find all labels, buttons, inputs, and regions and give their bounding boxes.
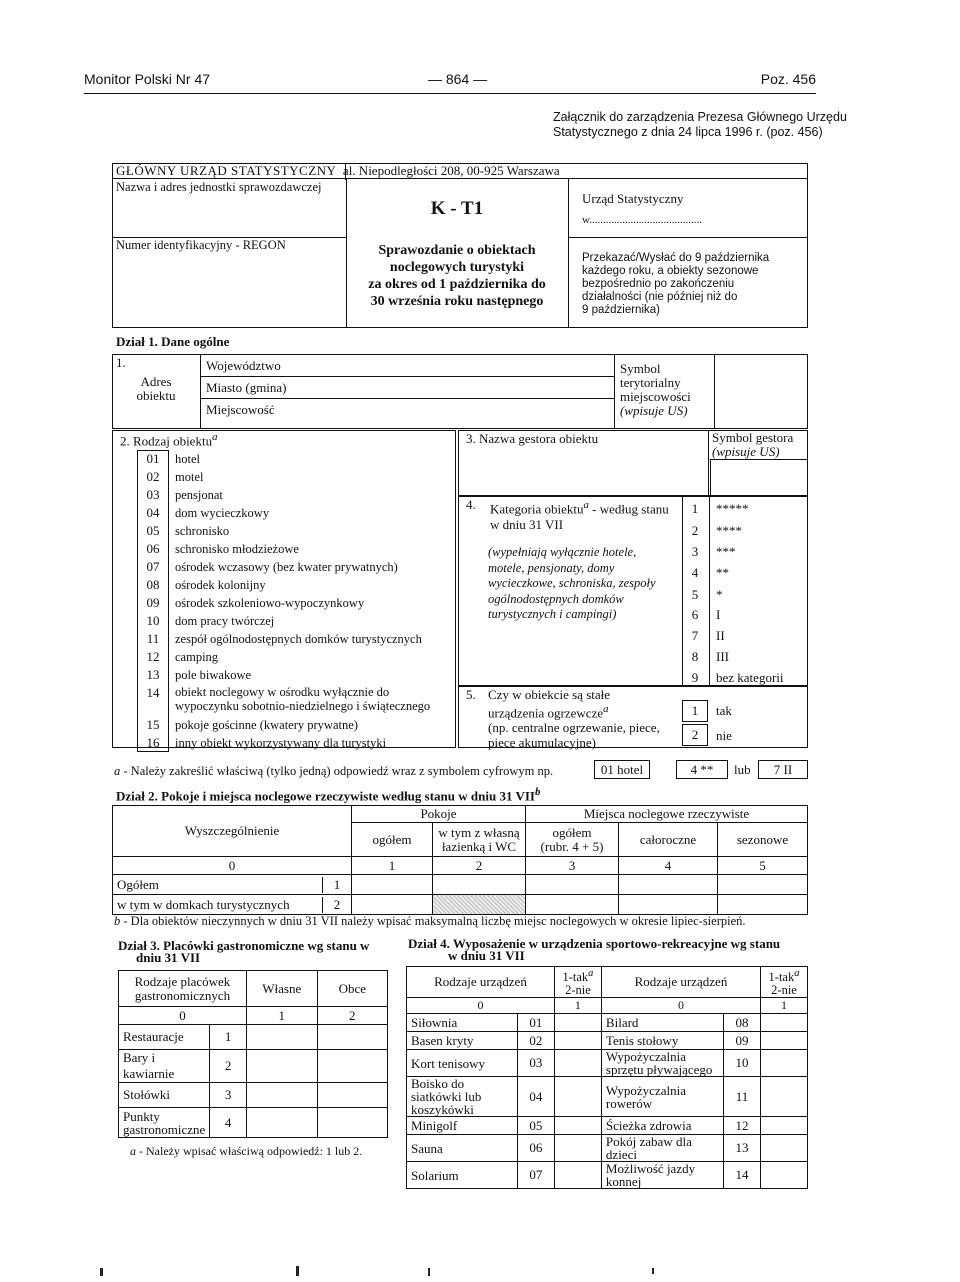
note-b: b - Dla obiektów nieczynnych w dniu 31 VII należy wpisać maksymalną liczbę miejsc noclegowych w okresie lipiec-sierpień. [114,914,746,928]
col-yesno-right: 1-tak$^a$ 2-nie [761,967,808,998]
scan-mark [296,1266,299,1276]
scan-mark [428,1268,430,1276]
object-type-name: ośrodek kolonijny [175,578,266,592]
header-rule [84,93,816,94]
section-5-number: 5. [466,687,476,702]
heating-question: Czy w obiekcie są stałe urządzenia ogrzewcze$^a$ (np. centralne ogrzewanie, piece, piece akumulacyjne) [488,687,660,751]
category-code[interactable]: 1 [691,501,699,516]
object-type-name: dom wycieczkowy [175,506,270,520]
heating-no-label: nie [716,728,732,743]
category-code[interactable]: 9 [691,670,699,685]
column-numbers: 0 1 2 [119,1007,388,1025]
divider [200,398,614,399]
form-title: Sprawozdanie o obiektach noclegowych turystyki za okres od 1 października do 30 września roku następnego [368,243,546,309]
form-code: K - T1 [430,198,484,219]
category-code[interactable]: 3 [691,544,699,559]
object-type-item[interactable] [137,450,449,468]
territorial-symbol-label: Symbol terytorialny miejscowości (wpisuje US) [620,361,691,418]
category-code-frame [682,497,710,685]
office-address: al. Niepodległości 208, 00-925 Warszawa [342,163,560,178]
object-type-item[interactable] [137,684,449,716]
table-row [113,895,808,915]
object-type-code: 04 [137,504,169,522]
cell[interactable] [433,875,526,895]
equipment-number: 05 [517,1117,554,1135]
column-numbers: 0 1 0 1 [407,998,808,1014]
cell[interactable] [554,1162,601,1189]
divider [568,178,569,328]
cell[interactable] [718,875,808,895]
divider [714,354,715,429]
cell[interactable] [554,1014,601,1032]
section-1-number: 1. [116,355,126,370]
category-name: * [716,587,723,602]
category-code[interactable]: 4 [691,565,699,580]
row-label: Ogółem 1 [113,875,352,895]
object-type-name: motel [175,470,204,484]
equipment-label: Siłownia [407,1014,518,1032]
object-type-item[interactable] [137,612,449,630]
rooms-table [112,805,808,915]
table-row: Punkty gastronomiczne 4 [119,1108,388,1138]
equipment-label: Minigolf [407,1117,518,1135]
object-type-name: camping [175,650,219,664]
object-type-code-frame [137,450,169,752]
equipment-number: 07 [517,1162,554,1189]
object-type-item[interactable] [137,540,449,558]
group-rooms: Pokoje [352,806,526,823]
object-type-code: 08 [137,576,169,594]
equipment-label: Ścieżka zdrowia [601,1117,723,1135]
heating-yes-code[interactable]: 1 [682,700,708,722]
cell[interactable] [246,1025,317,1050]
table-row [407,1014,808,1032]
cell[interactable] [619,875,718,895]
cell[interactable] [554,1050,601,1077]
object-type-name: hotel [175,452,200,466]
table-row [407,1135,808,1162]
col-rooms-total: ogółem [352,823,433,857]
object-type-name: ośrodek wczasowy (bez kwater prywatnych) [175,560,398,574]
col-equip-right: Rodzaje urządzeń [601,967,760,998]
category-name: III [716,649,729,664]
equipment-number: 03 [517,1050,554,1077]
object-type-name: pole biwakowe [175,668,252,682]
equipment-number: 04 [517,1077,554,1117]
locality-field[interactable]: Miejscowość [206,402,275,417]
category-name: ***** [716,501,749,516]
object-type-code: 05 [137,522,169,540]
object-type-item[interactable] [137,522,449,540]
object-type-code: 15 [137,716,169,734]
object-type-code: 03 [137,486,169,504]
row-label: w tym w domkach turystycznych 2 [113,895,352,915]
scan-mark [100,1268,103,1276]
equipment-label: Wypożyczalnia sprzętu pływającego [601,1050,723,1077]
col-foreign: Obce [317,971,387,1007]
equipment-number: 09 [724,1032,761,1050]
table-row [407,1077,808,1117]
equipment-label: Kort tenisowy [407,1050,518,1077]
object-type-item[interactable] [137,576,449,594]
equipment-number: 13 [724,1135,761,1162]
object-type-code: 06 [137,540,169,558]
operator-symbol-label: Symbol gestora (wpisuje US) [712,430,794,459]
category-name: ** [716,565,729,580]
example-or: lub [734,762,751,777]
attachment-note [553,110,847,140]
object-type-item[interactable] [137,666,449,684]
unit-name-label: Nazwa i adres jednostki sprawozdawczej [116,180,322,194]
table-row: Bary i kawiarnie 2 [119,1050,388,1083]
object-type-name: zespół ogólnodostępnych domków turystycznych [175,632,422,646]
cell[interactable] [761,1077,808,1117]
col-beds-total: ogółem (rubr. 4 + 5) [526,823,619,857]
equipment-label: Bilard [601,1014,723,1032]
table-row [407,1117,808,1135]
object-type-code: 02 [137,468,169,486]
equipment-label: Sauna [407,1135,518,1162]
deadline-note: Przekazać/Wysłać do 9 października każdego roku, a obiekty sezonowe bezpośrednio po zakończeniu działalności (nie później niż do 9 października) [582,252,770,316]
object-type-item[interactable] [137,558,449,576]
object-type-title: 2. Rodzaj obiektu$^a$ [120,431,218,449]
object-type-code: 13 [137,666,169,684]
equipment-label: Wypożyczalnia rowerów [601,1077,723,1117]
heating-yes-label: tak [716,703,732,718]
cell[interactable] [761,1117,808,1135]
divider [200,376,614,377]
cell[interactable] [761,1162,808,1189]
object-type-item[interactable] [137,468,449,486]
object-type-code: 16 [137,734,169,752]
operator-label: 3. Nazwa gestora obiektu [466,431,599,446]
category-code[interactable]: 7 [691,628,699,643]
object-type-code: 10 [137,612,169,630]
cell[interactable] [554,1135,601,1162]
section-4-number: 4. [466,497,476,512]
heating-no-code[interactable]: 2 [682,724,708,746]
cell[interactable] [554,1077,601,1117]
stat-office-field[interactable]: w......................................... [582,214,702,226]
col-equip-left: Rodzaje urządzeń [407,967,555,998]
address-label: Adres obiektu [136,374,176,403]
cell[interactable] [317,1050,387,1083]
section-1-title: Dział 1. Dane ogólne [116,334,230,349]
equipment-number: 08 [724,1014,761,1032]
cell[interactable] [619,895,718,915]
equipment-number: 06 [517,1135,554,1162]
category-code[interactable]: 8 [691,649,699,664]
equipment-number: 10 [724,1050,761,1077]
shaded-cell [433,895,526,915]
equipment-number: 14 [724,1162,761,1189]
object-type-name: inny obiekt wykorzystywany dla turystyki [175,736,387,750]
object-type-name: schronisko młodzieżowe [175,542,299,556]
object-type-item[interactable] [137,648,449,666]
cell[interactable] [317,1083,387,1108]
cell[interactable] [554,1117,601,1135]
regon-label: Numer identyfikacyjny - REGON [116,238,286,252]
equipment-label: Możliwość jazdy konnej [601,1162,723,1189]
table-row [407,1032,808,1050]
divider [568,237,808,238]
object-type-name: obiekt noclegowy w ośrodku wyłącznie do wypoczynku sobotnio-niedzielnego i świątecznego [175,685,431,713]
section-3-title: Dział 3. Placówki gastronomiczne wg stanu w dniu 31 VII [118,938,370,965]
category-name: **** [716,523,742,538]
table-row: Stołówki 3 [119,1083,388,1108]
cell[interactable] [352,875,433,895]
city-field[interactable]: Miasto (gmina) [206,380,287,395]
running-header [84,71,816,93]
divider [614,354,615,429]
equipment-label: Pokój zabaw dla dzieci [601,1135,723,1162]
equipment-label: Tenis stołowy [601,1032,723,1050]
object-type-item[interactable] [137,486,449,504]
table-row [407,1162,808,1189]
cell[interactable] [718,895,808,915]
table-row: Restauracje 1 [119,1025,388,1050]
equipment-number: 11 [724,1077,761,1117]
col-yesno-left: 1-tak$^a$ 2-nie [554,967,601,998]
category-label: Kategoria obiektu$^a$ - według stanu w dniu 31 VII [490,499,669,533]
gastronomy-table [118,970,388,1138]
category-name: bez kategorii [716,670,784,685]
example-category: 4 ** [676,760,728,779]
col-own: Własne [246,971,317,1007]
object-type-item[interactable] [137,504,449,522]
equipment-label: Solarium [407,1162,518,1189]
equipment-number: 12 [724,1117,761,1135]
col-gastro-type: Rodzaje placówek gastronomicznych [119,971,247,1007]
object-type-code: 11 [137,630,169,648]
category-name: *** [716,544,736,559]
operator-symbol-field[interactable] [710,459,808,496]
category-code[interactable]: 6 [691,607,699,622]
equipment-number: 02 [517,1032,554,1050]
object-type-item[interactable] [137,594,449,612]
cell[interactable] [317,1025,387,1050]
col-spec: Wyszczególnienie [113,806,352,857]
object-type-item[interactable] [137,716,449,734]
col-seasonal: sezonowe [718,823,808,857]
section-4-title: Dział 4. Wyposażenie w urządzenia sportowo-rekreacyjne wg stanu w dniu 31 VII [408,936,781,963]
object-type-code: 14 [137,684,169,716]
object-type-name: pokoje gościnne (kwatery prywatne) [175,718,358,732]
cell[interactable] [352,895,433,915]
example-category-2: 7 II [758,760,808,779]
note-gastro: a - Należy wpisać właściwą odpowiedź: 1 lub 2. [130,1144,363,1158]
cell[interactable] [761,1135,808,1162]
table-row [407,1050,808,1077]
position-number: Poz. 456 [760,71,816,87]
object-type-name: dom pracy twórczej [175,614,275,628]
page-number: — 864 — [428,71,488,87]
table-row [113,875,808,895]
group-beds: Miejsca noclegowe rzeczywiste [526,806,808,823]
cell[interactable] [761,1014,808,1032]
column-numbers: 0 1 2 3 4 5 [113,857,808,875]
object-type-code: 12 [137,648,169,666]
journal-name: Monitor Polski Nr 47 [84,71,211,87]
office-name: GŁÓWNY URZĄD STATYSTYCZNY al. Niepodległości 208, 00-925 Warszawa [116,163,560,178]
note-a: a - Należy zakreślić właściwą (tylko jedną) odpowiedź wraz z symbolem cyfrowym np. [114,764,554,778]
territorial-symbol-field[interactable] [716,356,806,427]
object-type-item[interactable] [137,630,449,648]
category-name: I [716,607,721,622]
stat-office-label: Urząd Statystyczny [582,191,684,206]
voivodeship-field[interactable]: Województwo [206,358,281,373]
object-type-code: 01 [137,450,169,468]
cell[interactable] [246,1108,317,1138]
cell[interactable] [761,1050,808,1077]
category-code[interactable]: 2 [691,523,699,538]
sports-table [406,966,808,1189]
cell[interactable] [317,1108,387,1138]
attachment-line-2: Statystycznego z dnia 24 lipca 1996 r. (poz. 456) [553,125,823,139]
cell[interactable] [526,895,619,915]
section-2-title: Dział 2. Pokoje i miejsca noclegowe rzeczywiste według stanu w dniu 31 VII$^b$ [116,786,541,804]
object-type-item[interactable] [137,734,449,752]
cell[interactable] [246,1050,317,1083]
office-frame [112,163,346,180]
example-hotel: 01 hotel [594,760,650,779]
col-rooms-bath: w tym z własną łazienką i WC [433,823,526,857]
col-year-round: całoroczne [619,823,718,857]
category-name: II [716,628,725,643]
equipment-label: Boisko do siatkówki lub koszykówki [407,1077,518,1117]
object-type-code: 09 [137,594,169,612]
cell[interactable] [761,1032,808,1050]
equipment-number: 01 [517,1014,554,1032]
cell[interactable] [246,1083,317,1108]
category-note: (wypełniają wyłącznie hotele, motele, pensjonaty, domy wycieczkowe, schroniska, zespoły ogólnodostępnych domków turystycznych i campingi) [488,545,656,621]
equipment-label: Basen kryty [407,1032,518,1050]
object-type-name: schronisko [175,524,230,538]
cell[interactable] [554,1032,601,1050]
category-code[interactable]: 5 [691,587,699,602]
object-type-name: ośrodek szkoleniowo-wypoczynkowy [175,596,365,610]
attachment-line-1: Załącznik do zarządzenia Prezesa Głównego Urzędu [553,110,847,124]
scan-mark [652,1268,654,1274]
divider [200,354,201,429]
divider [708,430,709,496]
cell[interactable] [526,875,619,895]
object-type-code: 07 [137,558,169,576]
object-type-name: pensjonat [175,488,223,502]
